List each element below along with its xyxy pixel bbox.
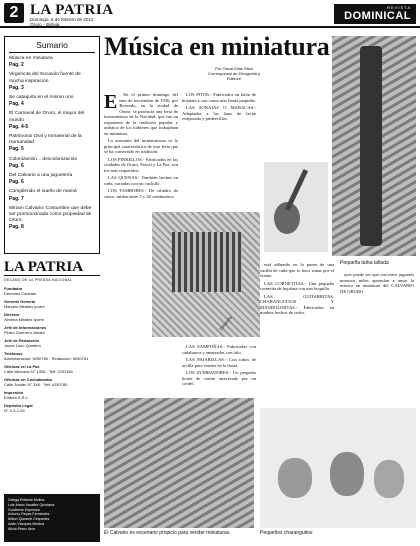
summary-item[interactable]: Colonización... descolonización Pag. 6 [9, 156, 78, 169]
drop-cap: E [104, 92, 118, 113]
mandolin-neck [285, 169, 308, 211]
masthead-value: Demetrio Canelas [4, 291, 37, 296]
paragraph: LAS GUITARRITAS, CHARANGUITOS Y MANDOLINITAS.- Fabricados en madera hechos de cedro. [260, 293, 334, 315]
zampona-photo [152, 212, 260, 337]
summary-title: Sumario [9, 40, 95, 53]
left-column [4, 36, 100, 542]
calvario-photo [104, 398, 254, 528]
charangos-photo [260, 408, 416, 528]
paragraph: E En el primer domingo del mes de noviembre de 1936, por Rosendo, en la ciudad de Oruro, se producía una feria de instrumentos de la Navidad, que fue un exponente de la tradición popular y artística de los luthieres que trabajaban en miniatura. [104, 92, 178, 136]
masthead-label: Gerente General [4, 299, 36, 304]
issue-date: Domingo, 5 de febrero de 2012 [30, 17, 94, 22]
summary-item[interactable]: Se cataquita en el mismo uno Pag. 4 [9, 95, 74, 108]
quena-caption: Pequeña tarka tallada [340, 260, 389, 266]
article-headline: Música en miniatura [104, 32, 330, 61]
masthead-value: Ximena Miralles Iporre [4, 317, 45, 322]
article-column-2 [182, 92, 256, 152]
page-header [0, 0, 420, 28]
editor-name: Alicia Pérez Arce [8, 526, 36, 531]
editor-name: Gualberto Espinoza [8, 507, 40, 512]
brand-logo: LA PATRIA [30, 2, 114, 18]
paragraph: LOS PITOS.- Fabricados en latón de hojalata y son como una flauta pequeña. [182, 92, 256, 103]
section-title: DOMINICAL [344, 10, 411, 22]
section-kicker: REVISTA [387, 5, 411, 10]
masthead-value: N° 4-3-1-94 [4, 408, 25, 413]
paragraph: LOS TAMBORES.- De cilindro de cuero, miden entre 5 y 20 centímetros. [104, 188, 178, 199]
charango-2 [330, 452, 364, 496]
article [104, 32, 416, 542]
calvario-caption: El Calvario es escenario propicio para vender miniaturas [104, 530, 230, 536]
masthead-label: Jefe de Redacción [4, 338, 40, 343]
summary-item[interactable]: Patrimonio Oral y Inmaterial de la Humanidad Pag. 5 [9, 134, 82, 153]
charangos-caption: Pequeños charanguitos [260, 530, 313, 536]
editor-name: Antonio Reyes Fernández [8, 512, 50, 517]
summary-box [4, 36, 100, 254]
paragraph: ayer puede ser que con estos juguetes nuestros niños aprendan a amar la música en miniatura del CALVARIO DE ORURO. [340, 272, 414, 294]
paragraph: La artesanía del miniaturismo es la principal característica de esta feria que se ha convertido en tradición. [104, 138, 178, 154]
issue-location: Oruro - Bolivia [30, 22, 60, 27]
masthead-label: Fundador [4, 286, 23, 291]
editors-box [4, 494, 100, 542]
masthead-value: Calle Mercado N° 1328 · Telf: 2201360 [4, 369, 73, 374]
masthead-value: Marcelo Miralles Iporre [4, 304, 45, 309]
summary-item[interactable]: El Carnaval de Oruro, el mayor del mundo Pag. 4-5 [9, 111, 85, 130]
editor-name: Milton Quisbert Céspedes [8, 517, 50, 522]
article-column-3 [260, 262, 334, 402]
article-byline [204, 66, 264, 81]
paragraph: está adherida en la punta de una varilla de caña que lo hace sonar por el viento. [260, 262, 334, 278]
summary-item[interactable]: Del Calvario a una juguetería Pag. 6 [9, 173, 73, 186]
mandolin-photo [264, 162, 328, 252]
charango-3 [374, 460, 404, 498]
masthead-value: Calle Jordán N° 346 · Telf: 4250780 [4, 382, 68, 387]
masthead-label: Teléfonos [4, 351, 23, 356]
masthead-label: Director [4, 312, 20, 317]
zampona-panel [172, 232, 242, 292]
paragraph: LAS ZAMPOÑAS.- Fabricadas con cañahueca y amarradas con hilo. [182, 344, 256, 355]
quena-shape [360, 46, 382, 246]
masthead-label: Oficinas en La Paz [4, 364, 40, 369]
page-number: 2 [4, 3, 24, 23]
masthead-value: Josue Lazo Quintero [4, 343, 41, 348]
masthead-label: Jefe de Informaciones [4, 325, 47, 330]
article-column-4 [340, 272, 414, 392]
masthead-label: Impresión [4, 390, 24, 395]
byline-role: Corresponsal de Etnografía y Folklore [207, 71, 261, 81]
charango-1 [278, 458, 312, 498]
masthead [4, 260, 100, 413]
summary-item[interactable]: Virgencita del Socavón fuente de mucha inspiración Pag. 3 [9, 72, 81, 91]
paragraph: LAS QUENAS.- También hechas en caña, cortadas con un cuchillo. [104, 175, 178, 186]
summary-item[interactable]: Miriam Calvario: Costumbre que debe ser promocionada como propiedad de Oruro Pag. 8 [9, 205, 92, 231]
masthead-logo: LA PATRIA [4, 260, 100, 276]
paragraph: LOS ZUMBADORES.- Un pequeño botón de cartón atravesado por un cordel. [182, 370, 256, 386]
paragraph: LAS CORNETITAS.- Una pequeña cornetita de hojalata con una boquilla. [260, 280, 334, 291]
masthead-value: Pedro Guerrero Valdez [4, 330, 45, 335]
editor-name: Luis Mario Vacaflor Quintana [8, 502, 55, 507]
paragraph: LOS PINKILLOS.- Fabricados en las ciudades de Oruro, Potosí y La Paz, son los más requeridos. [104, 156, 178, 173]
editor-name: Adán Vázquez Medina [8, 521, 45, 526]
editor-name: Ortega Roberto Molina [8, 498, 45, 502]
paragraph: LAS PAJARILLAS.- Con tubos de arcilla para vender en la fiesta. [182, 357, 256, 368]
section-banner [334, 4, 416, 24]
zampona-label: Zampoña [218, 315, 233, 332]
quena-photo [332, 36, 416, 256]
summary-item[interactable]: Música en miniatura Pag. 2 [9, 56, 53, 69]
masthead-subtitle: DECANO DE LA PRENSA NACIONAL [4, 278, 73, 282]
byline-name: Por Oscar Elias Silva [215, 66, 253, 71]
masthead-value: Editora S.R.L. [4, 395, 29, 400]
masthead-label: Depósito Legal [4, 403, 33, 408]
masthead-label: Oficinas en Cochabamba [4, 377, 52, 382]
paragraph: LAS SONAJAS O MARACAS.- Adaptadas a las latas de leche evaporada y piedrecillas. [182, 105, 256, 121]
masthead-value: Administración: 5250780 · Redacción: 5250761 [4, 356, 89, 361]
summary-item[interactable]: Cumpliendo el sueño de mamá Pag. 7 [9, 189, 77, 202]
